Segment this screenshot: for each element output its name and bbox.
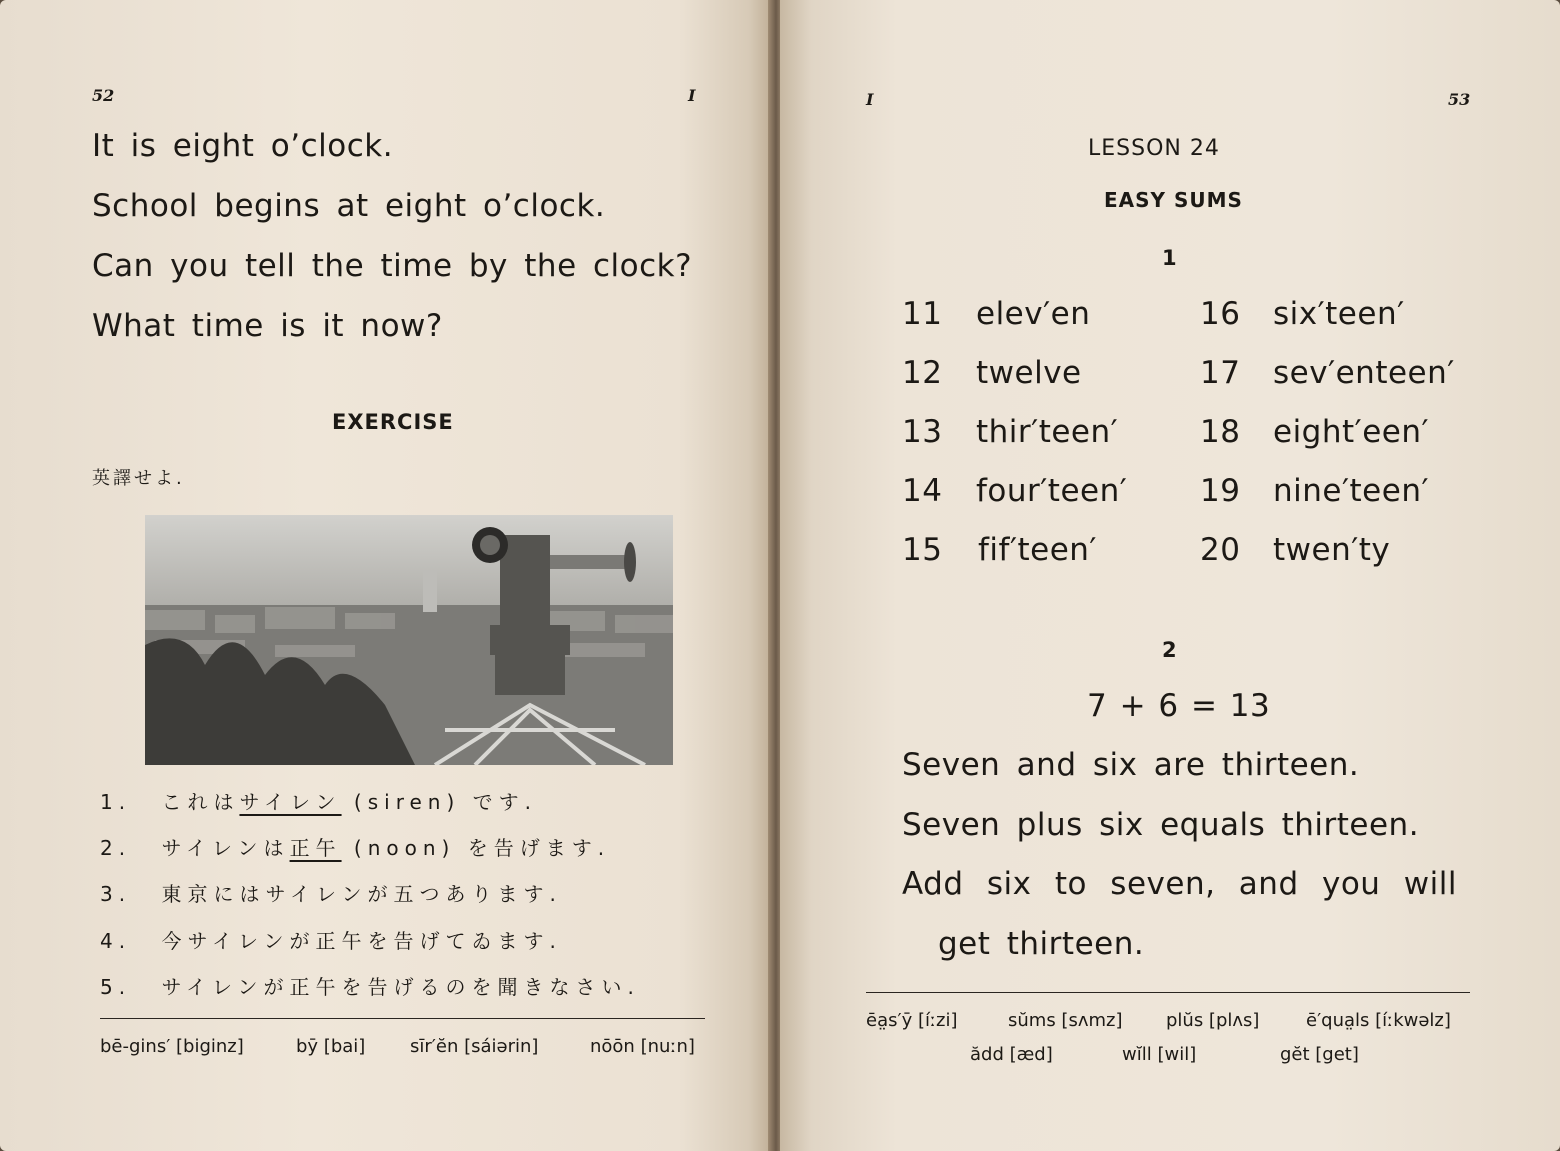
vocabulary-item: ădd [æd] (970, 1044, 1053, 1065)
number: 16 (1200, 296, 1241, 332)
right-page (780, 0, 1560, 1151)
sentence: Seven and six are thirteen. (902, 747, 1360, 783)
section-number: 1 (1162, 246, 1178, 270)
number: 19 (1200, 473, 1241, 509)
number-word: sev′enteen′ (1273, 355, 1455, 391)
text-line: What time is it now? (92, 308, 443, 344)
exercise-text: サイレンが正午を告げるのを聞きなさい. (161, 975, 640, 999)
exercise-text: 東京にはサイレンが五つあります. (161, 882, 562, 906)
siren-photograph (145, 515, 673, 765)
exercise-number: 1. (100, 790, 132, 814)
vocabulary-item: wĭll [wil] (1122, 1044, 1197, 1065)
running-head: I (866, 90, 874, 109)
vocabulary-item: bē-gins′ [biginz] (100, 1036, 244, 1057)
vocabulary-item: sŭms [sʌmz] (1008, 1010, 1123, 1031)
footer-rule (100, 1018, 705, 1019)
number-word: twen′ty (1273, 532, 1391, 568)
exercise-item (100, 878, 562, 907)
vocabulary-item: plŭs [plʌs] (1166, 1010, 1260, 1031)
exercise-underlined: 正午 (289, 836, 342, 860)
sentence: Add six to seven, and you will (902, 866, 1457, 902)
text-line: Can you tell the time by the clock? (92, 248, 693, 284)
number: 15 (902, 532, 943, 568)
siren-photo-illustration (145, 515, 673, 765)
number-word: nine′teen′ (1273, 473, 1430, 509)
text-line: It is eight o’clock. (92, 128, 394, 164)
lesson-subtitle: EASY SUMS (1104, 188, 1243, 212)
exercise-number: 5. (100, 975, 132, 999)
running-head: I (688, 86, 696, 105)
lesson-title: LESSON 24 (1088, 136, 1220, 161)
instruction: 英譯せよ. (92, 468, 185, 489)
exercise-text-after: (noon) を告げます. (353, 836, 611, 860)
number-word: eight′een′ (1273, 414, 1430, 450)
sentence: get thirteen. (938, 926, 1145, 962)
number-word: four′teen′ (976, 473, 1128, 509)
number: 13 (902, 414, 943, 450)
vocabulary-item: bȳ [bai] (296, 1036, 366, 1057)
exercise-item (100, 832, 610, 861)
exercise-title: EXERCISE (332, 410, 454, 434)
footer-rule (866, 992, 1470, 993)
section-number: 2 (1162, 638, 1178, 662)
exercise-text: サイレンは (161, 836, 290, 860)
exercise-item (100, 971, 640, 1000)
number: 20 (1200, 532, 1241, 568)
number-word: thir′teen′ (976, 414, 1119, 450)
exercise-text: 今サイレンが正午を告げてゐます. (161, 929, 562, 953)
equation: 7 + 6 = 13 (1087, 688, 1271, 724)
left-page (0, 0, 772, 1151)
exercise-item (100, 925, 562, 954)
number: 17 (1200, 355, 1241, 391)
exercise-number: 3. (100, 882, 132, 906)
exercise-number: 4. (100, 929, 132, 953)
exercise-number: 2. (100, 836, 132, 860)
number: 11 (902, 296, 943, 332)
exercise-item (100, 786, 537, 815)
number: 12 (902, 355, 943, 391)
exercise-underlined: サイレン (239, 790, 342, 814)
exercise-text-after: (siren) です. (353, 790, 537, 814)
page-number: 52 (92, 86, 115, 105)
exercise-text: これは (161, 790, 240, 814)
text-line: School begins at eight o’clock. (92, 188, 606, 224)
number-word: six′teen′ (1273, 296, 1405, 332)
page-number: 53 (1448, 90, 1471, 109)
number: 14 (902, 473, 943, 509)
number-word: elev′en (976, 296, 1091, 332)
vocabulary-item: ē′qua̤ls [íːkwəlz] (1306, 1010, 1451, 1031)
number-word: twelve (976, 355, 1082, 391)
sentence: Seven plus six equals thirteen. (902, 807, 1420, 843)
vocabulary-item: gĕt [get] (1280, 1044, 1359, 1065)
vocabulary-item: ēa̤s′ȳ [íːzi] (866, 1010, 958, 1031)
vocabulary-item: nōōn [nuːn] (590, 1036, 695, 1057)
vocabulary-item: sīr′ĕn [sáiərin] (410, 1036, 539, 1057)
number: 18 (1200, 414, 1241, 450)
number-word: fif′teen′ (978, 532, 1097, 568)
